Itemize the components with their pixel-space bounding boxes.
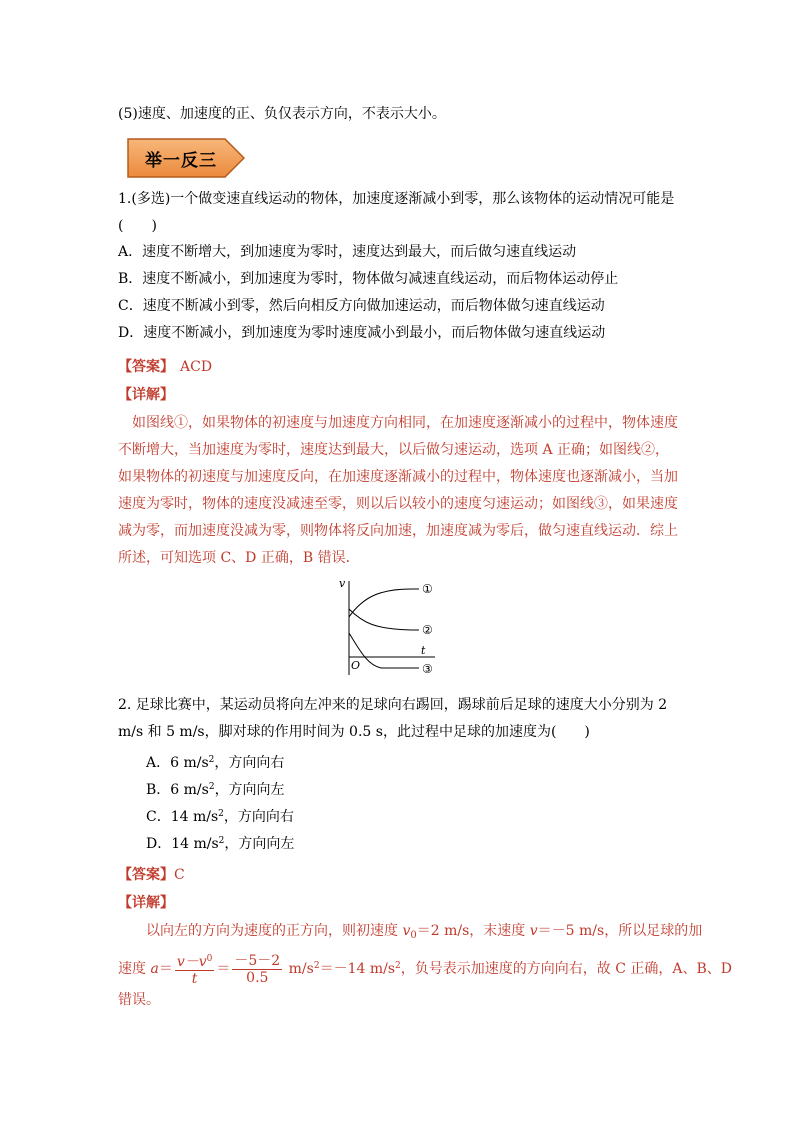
- fraction-formula: $\frac{v-v^0}{t}$: [175, 951, 215, 987]
- q1-detail-line: 速度为零时，物体的速度没减速至零，则以后以较小的速度匀速运动；如图线③，如果速度: [118, 496, 678, 512]
- q2-option-a: A．6 $m/s^2$，方向向右: [146, 755, 285, 771]
- q1-detail-label: [118, 385, 174, 405]
- banner-title: 举一反三: [145, 151, 217, 171]
- q1-stem-line1: 1.(多选)一个做变速直线运动的物体，加速度逐渐减小到零，那么该物体的运动情况可能是: [118, 191, 675, 207]
- detail-label: 【详解】: [118, 895, 174, 911]
- answer-label: 【答案】: [118, 359, 174, 375]
- q1-option-d: D．速度不断减小，到加速度为零时速度减小到最小，而后物体做匀速直线运动: [118, 325, 606, 341]
- q1-answer-row: [118, 357, 212, 377]
- q1-detail-line: 所述，可知选项 C、D 正确，B 错误．: [118, 550, 360, 566]
- q1-option-b: B．速度不断减小，到加速度为零时，物体做匀减速直线运动，而后物体运动停止: [118, 271, 619, 287]
- q1-detail-line: 不断增大，当加速度为零时，速度达到最大，以后做匀速运动，选项 A 正确；如图线②，: [118, 442, 670, 458]
- practice-banner: [127, 138, 245, 178]
- curve-1-label: ①: [422, 582, 433, 596]
- q1-option-c: C．速度不断减小到零，然后向相反方向做加速运动，而后物体做匀速直线运动: [118, 298, 605, 314]
- q1-detail-line: 如果物体的初速度与加速度反向，在加速度逐渐减小的过程中，物体速度也逐渐减小，当加: [118, 469, 678, 485]
- q1-answer-value: ACD: [180, 359, 213, 375]
- q2-stem-line2: m/s 和 5 m/s，脚对球的作用时间为 0.5 s，此过程中足球的加速度为( ): [118, 724, 590, 740]
- curve-2-label: ②: [422, 623, 433, 637]
- q1-detail-paragraph: [118, 410, 688, 572]
- q1-detail-line: 减为零，而加速度没减为零，则物体将反向加速，加速度减为零后，做匀速直线运动．综上: [118, 523, 678, 539]
- q2-option-d: D．14 $m/s^2$，方向向左: [146, 836, 295, 852]
- q2-detail-line2: 速度 a＝ $\frac{v-v^0}{t}$ ＝ $\frac{-5-2}{0.5}$ $m/s^2=-14$ $m/s^2$，负号表示加速度的方向向右，故 C 正确，A、B、D: [118, 952, 732, 987]
- axis-t-label: t: [421, 644, 426, 657]
- answer-label: 【答案】: [118, 867, 174, 883]
- q2-answer-row: [118, 865, 185, 885]
- curve-3-label: ③: [422, 662, 433, 676]
- q2-answer-value: C: [174, 867, 185, 883]
- q2-option-c: C．14 $m/s^2$，方向向右: [146, 809, 294, 825]
- q2-detail-line1: 以向左的方向为速度的正方向，则初速度 $v_0=2$ m/s，末速度 v＝－5 m/s，所以足球的加: [146, 923, 703, 941]
- axis-v-label: v: [339, 577, 346, 590]
- detail-label: 【详解】: [118, 387, 174, 403]
- q2-stem-line1: 2. 足球比赛中，某运动员将向左冲来的足球向右踢回，踢球前后足球的速度大小分别为 2: [118, 697, 668, 713]
- velocity-time-graph: [335, 577, 445, 679]
- fraction-values: $\frac{-5-2}{0.5}$: [234, 952, 281, 986]
- q2-detail-label: [118, 893, 174, 913]
- q1-stem-line2: ( ): [118, 218, 157, 234]
- origin-label: O: [351, 659, 361, 672]
- q2-option-b: B．6 $m/s^2$，方向向左: [146, 782, 285, 798]
- curve-2: [349, 609, 411, 630]
- note-line: (5)速度、加速度的正、负仅表示方向，不表示大小。: [118, 106, 446, 122]
- curve-1: [349, 589, 411, 617]
- q2-detail-line3: 错误。: [118, 992, 160, 1008]
- q1-option-a: A．速度不断增大，到加速度为零时，速度达到最大，而后做匀速直线运动: [118, 244, 577, 260]
- q1-detail-line: 如图线①，如果物体的初速度与加速度方向相同，在加速度逐渐减小的过程中，物体速度: [132, 415, 678, 431]
